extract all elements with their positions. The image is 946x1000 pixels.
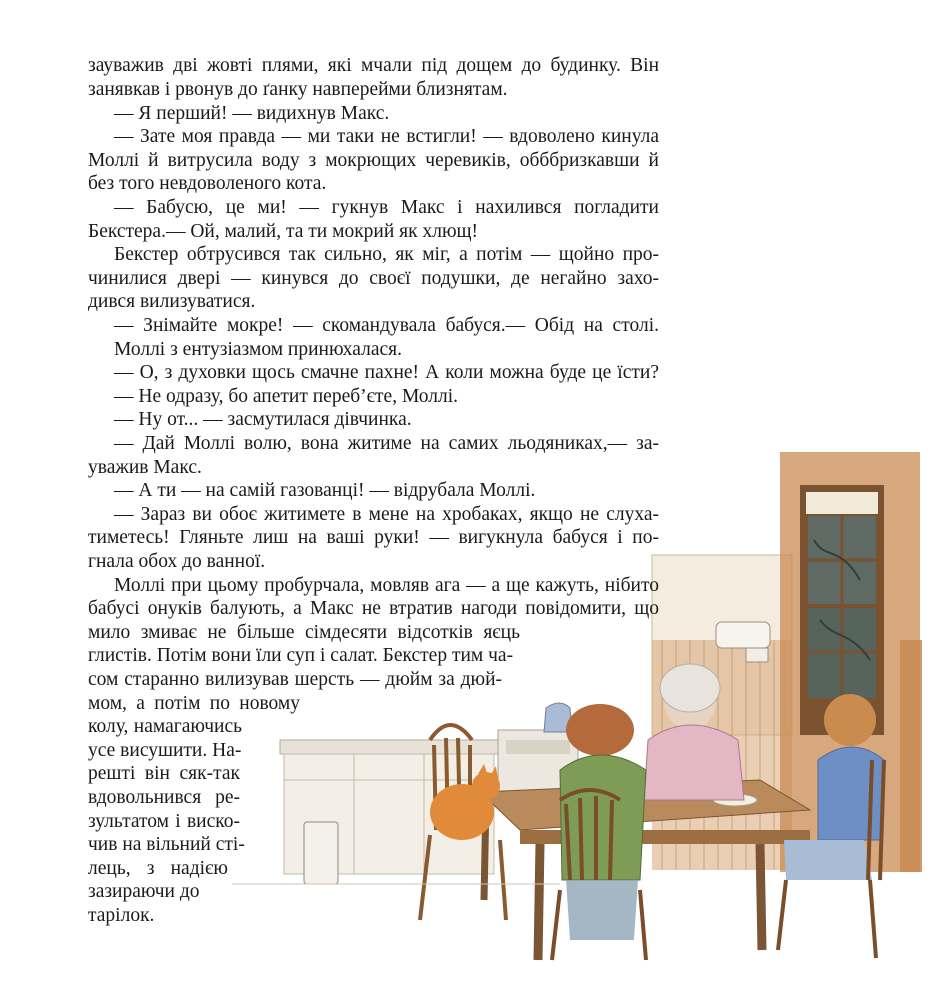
text-line: зультатом і виско-: [88, 811, 240, 832]
text-line: — Ну от... — засмутилася дівчинка.: [114, 409, 412, 430]
text-line: тиметесь! Гляньте лиш на ваші руки! — вигукнула бабуся і по-: [88, 527, 659, 548]
text-line: Бекстера.— Ой, малий, та ти мокрий як хлющ!: [88, 221, 479, 242]
text-line: дився вилизуватися.: [88, 291, 256, 312]
text-line: тарілок.: [88, 905, 155, 926]
text-line: зауважив дві жовті плями, які мчали під дощем до будинку. Він: [88, 55, 659, 76]
text-line: Моллі й витрусила воду з мокрющих черевиків, обббризкавши й: [88, 150, 659, 171]
text-line: сом старанно вилизував шерсть — дюйм за дюй-: [88, 669, 502, 690]
text-line: занявкав і рвонув до ґанку навперейми близнятам.: [88, 79, 508, 100]
text-line: лець, з надією: [88, 858, 228, 879]
text-line: — Зараз ви обоє житимете в мене на хробаках, якщо не слуха-: [114, 504, 659, 525]
text-line: мом, а потім по новому: [88, 693, 300, 714]
text-line: вдовольнився ре-: [88, 787, 240, 808]
text-line: зазираючи до: [88, 881, 200, 902]
text-line: уважив Макс.: [88, 457, 202, 478]
text-line: — Дай Моллі волю, вона житиме на самих льодяниках,— за-: [114, 433, 659, 454]
text-line: решті він сяк-так: [88, 763, 240, 784]
text-line: Бекстер обтрусився так сильно, як міг, а потім — щойно про-: [114, 244, 659, 265]
text-line: чив на вільний сті-: [88, 834, 245, 855]
text-line: без того невдоволеного кота.: [88, 173, 327, 194]
text-line: усе висушити. На-: [88, 740, 242, 761]
text-line: — Бабусю, це ми! — гукнув Макс і нахилився погладити: [114, 197, 659, 218]
text-line: гнала обох до ванної.: [88, 551, 266, 572]
text-line: — О, з духовки щось смачне пахне! А коли можна буде це їсти?: [114, 362, 659, 383]
text-line: мило змиває не більше сімдесяти відсотків яєць: [88, 622, 520, 643]
text-line: глистів. Потім вони їли суп і салат. Бекстер тим ча-: [88, 645, 514, 666]
text-line: Моллі з ентузіазмом принюхалася.: [114, 339, 402, 360]
text-line: чинилися двері — кинувся до своєї подушки, де негайно захо-: [88, 268, 659, 289]
text-line: — Знімайте мокре! — скомандувала бабуся.— Обід на столі.: [114, 315, 659, 336]
text-line: — Зате моя правда — ми таки не встигли! — вдоволено кинула: [114, 126, 659, 147]
text-line: бабусі онуків балують, а Макс не втратив нагоди повідомити, що: [88, 598, 659, 619]
text-line: — Я перший! — видихнув Макс.: [114, 103, 390, 124]
text-line: — Не одразу, бо апетит переб’єте, Моллі.: [114, 386, 459, 407]
text-line: колу, намагаючись: [88, 716, 242, 737]
text-line: — А ти — на самій газованці! — відрубала Моллі.: [114, 480, 536, 501]
text-line: Моллі при цьому пробурчала, мовляв ага — а ще кажуть, нібито: [114, 575, 659, 596]
